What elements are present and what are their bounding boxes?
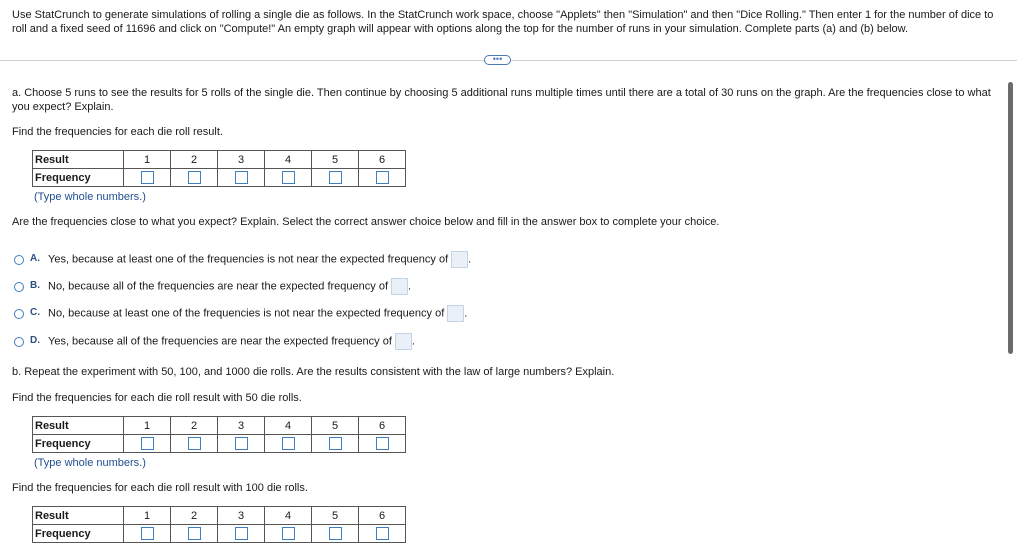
part-b-question: b. Repeat the experiment with 50, 100, and 1000 die rolls. Are the results consistent with the law of large numbers? Explain. bbox=[12, 366, 615, 378]
result-value: 2 bbox=[171, 417, 218, 435]
expand-more-button[interactable]: ••• bbox=[484, 55, 511, 65]
scrollbar[interactable] bbox=[1008, 82, 1013, 354]
problem-intro: Use StatCrunch to generate simulations of rolling a single die as follows. In the StatCrunch work space, choose "Applets" then "Simulation" and then "Dice Rolling." Then enter 1 for the number of dice to roll and a fixed seed of 11696 and click on "Compute!" An empty graph will appear with options along the top for the number of runs in your simulation. Complete parts (a) and (b) below. bbox=[12, 9, 994, 35]
choice-c[interactable]: C. No, because at least one of the frequencies is not near the expected frequency of . bbox=[14, 305, 467, 321]
frequency-input[interactable] bbox=[235, 527, 248, 540]
result-value: 2 bbox=[171, 507, 218, 525]
frequency-input[interactable] bbox=[329, 527, 342, 540]
frequency-input[interactable] bbox=[282, 171, 295, 184]
part-b-find-50-label: Find the frequencies for each die roll result with 50 die rolls. bbox=[12, 392, 302, 404]
frequency-header: Frequency bbox=[33, 435, 124, 453]
result-value: 5 bbox=[312, 417, 359, 435]
answer-box[interactable] bbox=[447, 305, 464, 322]
result-value: 3 bbox=[218, 151, 265, 169]
radio-button[interactable] bbox=[14, 309, 24, 319]
part-b-100-frequency-table bbox=[32, 506, 406, 543]
result-value: 5 bbox=[312, 507, 359, 525]
result-value: 6 bbox=[359, 417, 406, 435]
result-value: 1 bbox=[124, 507, 171, 525]
part-a-frequency-table bbox=[32, 150, 406, 187]
frequency-input[interactable] bbox=[188, 527, 201, 540]
frequency-header: Frequency bbox=[33, 169, 124, 187]
result-header: Result bbox=[33, 417, 124, 435]
frequency-input[interactable] bbox=[376, 437, 389, 450]
frequency-input[interactable] bbox=[376, 527, 389, 540]
frequency-input[interactable] bbox=[282, 437, 295, 450]
frequency-input[interactable] bbox=[329, 437, 342, 450]
choice-a[interactable]: A. Yes, because at least one of the frequencies is not near the expected frequency of . bbox=[14, 251, 471, 267]
part-b-50-frequency-table bbox=[32, 416, 406, 453]
frequency-input[interactable] bbox=[235, 171, 248, 184]
choice-d[interactable]: D. Yes, because all of the frequencies are near the expected frequency of . bbox=[14, 333, 415, 349]
result-value: 3 bbox=[218, 417, 265, 435]
result-value: 6 bbox=[359, 507, 406, 525]
frequency-input[interactable] bbox=[282, 527, 295, 540]
part-b-hint: (Type whole numbers.) bbox=[34, 457, 146, 469]
frequency-input[interactable] bbox=[329, 171, 342, 184]
frequency-input[interactable] bbox=[141, 171, 154, 184]
radio-button[interactable] bbox=[14, 282, 24, 292]
answer-box[interactable] bbox=[395, 333, 412, 350]
frequency-input[interactable] bbox=[188, 171, 201, 184]
frequency-input[interactable] bbox=[188, 437, 201, 450]
radio-button[interactable] bbox=[14, 337, 24, 347]
frequency-header: Frequency bbox=[33, 525, 124, 543]
frequency-input[interactable] bbox=[235, 437, 248, 450]
result-value: 4 bbox=[265, 507, 312, 525]
part-b-find-100-label: Find the frequencies for each die roll result with 100 die rolls. bbox=[12, 482, 308, 494]
part-a-prompt: Are the frequencies close to what you expect? Explain. Select the correct answer choice below and fill in the answer box to complete your choice. bbox=[12, 216, 720, 228]
result-value: 5 bbox=[312, 151, 359, 169]
frequency-input[interactable] bbox=[141, 527, 154, 540]
answer-box[interactable] bbox=[391, 278, 408, 295]
frequency-input[interactable] bbox=[376, 171, 389, 184]
result-value: 1 bbox=[124, 151, 171, 169]
part-a-find-label: Find the frequencies for each die roll result. bbox=[12, 126, 223, 138]
result-value: 3 bbox=[218, 507, 265, 525]
result-value: 4 bbox=[265, 151, 312, 169]
answer-box[interactable] bbox=[451, 251, 468, 268]
result-value: 2 bbox=[171, 151, 218, 169]
frequency-input[interactable] bbox=[141, 437, 154, 450]
part-a-question: a. Choose 5 runs to see the results for 5 rolls of the single die. Then continue by choosing 5 additional runs multiple times until there are a total of 30 runs on the graph. Are the frequencies close to what you expect? Explain. bbox=[12, 87, 991, 113]
result-value: 1 bbox=[124, 417, 171, 435]
result-header: Result bbox=[33, 507, 124, 525]
choice-b[interactable]: B. No, because all of the frequencies are near the expected frequency of . bbox=[14, 278, 411, 294]
radio-button[interactable] bbox=[14, 255, 24, 265]
result-header: Result bbox=[33, 151, 124, 169]
result-value: 6 bbox=[359, 151, 406, 169]
result-value: 4 bbox=[265, 417, 312, 435]
part-a-hint: (Type whole numbers.) bbox=[34, 191, 146, 203]
